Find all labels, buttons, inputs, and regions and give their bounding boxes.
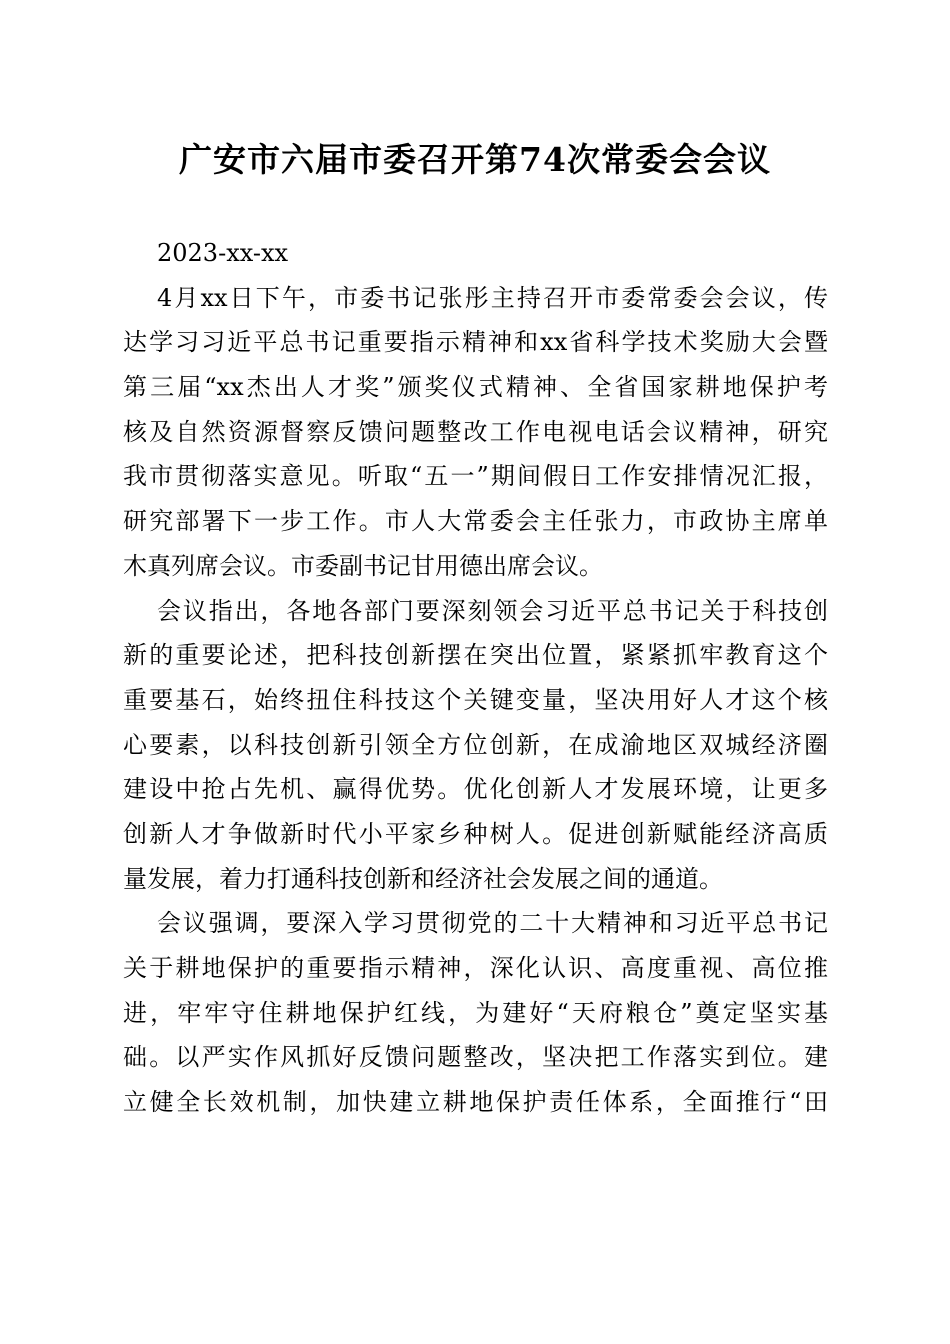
paragraph xyxy=(123,901,828,1124)
paragraphs xyxy=(123,276,828,1125)
paragraph-line: 关于耕地保护的重要指示精神，深化认识、高度重视、高位推 xyxy=(123,954,828,982)
document-date: 2023-xx-xx xyxy=(157,239,289,267)
paragraph xyxy=(123,276,828,589)
document-title: 广安市六届市委召开第74次常委会会议 xyxy=(179,140,771,179)
paragraph-line: 进，牢牢守住耕地保护红线，为建好“天府粮仓”奠定坚实基 xyxy=(123,998,828,1027)
paragraph-line: 达学习习近平总书记重要指示精神和xx省科学技术奖励大会暨 xyxy=(123,328,828,357)
paragraph-line: 我市贯彻落实意见。听取“五一”期间假日工作安排情况汇报， xyxy=(123,462,828,491)
paragraph-line: 立健全长效机制，加快建立耕地保护责任体系，全面推行“田 xyxy=(123,1088,828,1117)
paragraph-line: 第三届“xx杰出人才奖”颁奖仪式精神、全省国家耕地保护考 xyxy=(123,373,828,402)
paragraph-line: 木真列席会议。市委副书记甘用德出席会议。 xyxy=(123,551,603,580)
paragraph-line: 础。以严实作风抓好反馈问题整改，坚决把工作落实到位。建 xyxy=(123,1043,828,1072)
paragraph-line: 核及自然资源督察反馈问题整改工作电视电话会议精神，研究 xyxy=(123,417,828,446)
paragraph-line: 会议指出，各地各部门要深刻领会习近平总书记关于科技创 xyxy=(157,596,828,625)
paragraph-line: 会议强调，要深入学习贯彻党的二十大精神和习近平总书记 xyxy=(157,909,828,938)
paragraph-line: 研究部署下一步工作。市人大常委会主任张力，市政协主席单 xyxy=(123,507,828,536)
paragraph-line: 4月xx日下午，市委书记张彤主持召开市委常委会会议，传 xyxy=(157,283,828,312)
paragraph-line: 量发展，着力打通科技创新和经济社会发展之间的通道。 xyxy=(123,864,723,893)
paragraph-line: 新的重要论述，把科技创新摆在突出位置，紧紧抓牢教育这个 xyxy=(123,641,828,670)
document-body xyxy=(123,231,828,1125)
paragraph-line: 建设中抢占先机、赢得优势。优化创新人才发展环境，让更多 xyxy=(123,775,828,804)
paragraph-line: 重要基石，始终扭住科技这个关键变量，坚决用好人才这个核 xyxy=(123,685,828,714)
paragraph-line: 心要素，以科技创新引领全方位创新，在成渝地区双城经济圈 xyxy=(123,730,828,759)
paragraph-line: 创新人才争做新时代小平家乡种树人。促进创新赋能经济高质 xyxy=(123,819,828,848)
paragraph xyxy=(123,589,828,902)
